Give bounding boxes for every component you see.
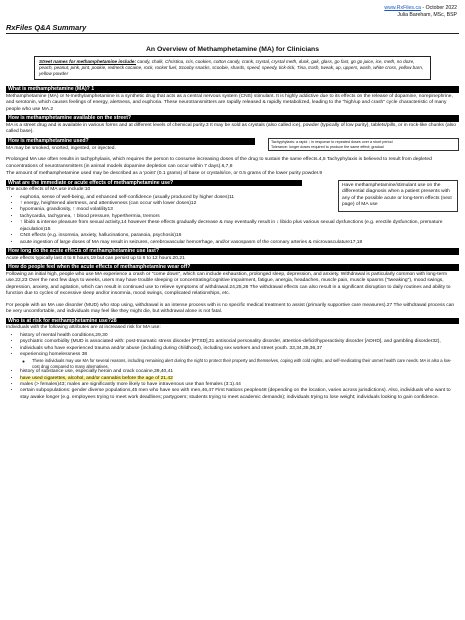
document-page [6,4,459,401]
duration-text: Acute effects typically last 4 to 8 hours,19 but can persist up to 8 to 12 hours.20,21 [6,255,185,261]
wearoff-text-2: For people with an MA use disorder (MUD) who stop using, withdrawal is an intense process with is no specific medical treatment to assist (primarily supportive care measures).27 The withdrawal process can be very uncomfortable, and individuals may feel like they might die, but withdrawal alone is not fatal. [6,302,455,315]
section-heading-what-is: What is methamphetamine (MA)? 1 [6,86,459,93]
list-item: • hypomania, grandiosity, ↑ mood volatility13 [20,207,339,213]
risk-list [6,333,459,401]
effects-list-cont [6,220,459,246]
tachyphylaxis-definition: Tachyphylaxis: a rapid ↓ in response to repeated doses over a short period [271,139,393,144]
header-date: - October 2022 [420,5,457,11]
list-item: • experiencing homelessness 38 ◦ These individuals may use MA for several reasons, including remaining alert during the night to protect their property and themselves, coping with cold nights, and self-medicating their unmet health care needs. MA is also a low-cost drug compared to many alternatives. [20,352,459,369]
list-item: • ↑ energy, heightened alertness, and attentiveness (can occur with lower doses)12 [20,201,339,207]
list-item: • psychiatric comorbidity (MUD is associated with: post-traumatic stress disorder [PTSD],31 antisocial personality disorder, attention-deficit/hyperactivity disorder [ADHD], and gambling disorder32), [20,339,459,345]
header-meta [384,5,457,18]
list-item: • acute ingestion of large doses of MA may result in seizures, cerebrovascular hemorrhage, and/or vasospasm of the coronary arteries & microvasculature17,18 [20,240,459,246]
list-item: • ↑ libido & intense pleasure from sexual activity,14 however these effects gradually decrease & may eventually result in ↓ libido plus various sexual dysfunctions (e.g. erectile dysfunction, premature ejaculation)15 [20,220,459,233]
list-item: • tachycardia, tachypnea, ↑ blood pressure, hyperthermia, tremors [20,214,339,220]
effects-list [6,195,339,221]
tolerance-definition: Tolerance: longer doses required to produce the same effect; gradual [271,144,384,149]
section-heading-effects: What are the immediate or acute effects of methamphetamine use? [6,180,302,187]
effects-intro: The acute effects of MA use include:10 [6,187,91,193]
section-heading-risk: Who is at risk for methamphetamine use?28 [6,318,459,325]
list-item: • individuals who have experienced trauma and/or abuse (including during childhood), including sex workers and street youth. 33,34,35,36,37 [20,346,459,352]
available-text: MA is a street drug and is available in various forms and at different levels of chemical purity.3 It may be sold as crystals (also called ice), powder (typically of low purity), tablets/pills, or in rock-like chunks (also called base). [6,122,456,135]
risk-sublist [20,358,459,369]
street-names-text: candy, chalk, Christina, cris, cookies, cotton candy, crank, crystal, crystal meth, dunk, gak, glass, go fast, go go juice, ice, meth, no doze, peach, peanut, pink, pint, pookie, redneck cocaine, rock, rocket fuel, Scooby snacks, scoobie, shards, speed, speedy, tick-tick, Tina, trash, tweak, up, uppers, wash, white cross, yellow barn, yellow powder [39,59,424,77]
section-heading-available: How is methamphetamine available on the street? [6,115,459,122]
wearoff-text-1: Following an initial high, people who use MA experience a crash or "come down", which can include exhaustion, prolonged sleep, depression, and anxiety. Withdrawal is particularly common with long-term use.22,23 Over the next few days to weeks, users may have trouble sleeping or concentrating/cognitive impairment, fatigue, anergia, headaches, muscle pain, muscle spasms ("tweaking"), mood swings, depression, anxiety, and agitation, which can result in continued use to relieve symptoms of withdrawal.24,25,26 The withdrawal effects can also result in a significant disruption to daily routines and ability to function due to cycles of excessive sleep and/or insomnia, mood swings, complicated relationships, etc. [6,271,451,297]
list-item: ◦ These individuals may use MA for several reasons, including remaining alert during the night to protect their property and themselves, coping with cold nights, and self-medicating their unmet health care needs. MA is also a low-cost drug compared to many alternatives. [32,358,459,369]
section-heading-used: How is methamphetamine used? [6,138,255,145]
used-block [6,138,459,152]
list-item: • history of substance use, especially heroin and crack cocaine,39,40,41 [20,369,459,375]
document-title: An Overview of Methamphetamine (MA) for Clinicians [146,46,319,53]
definitions-box [268,138,459,151]
effects-block [6,180,459,246]
what-is-text: Methamphetamine (MA) or N-methylamphetamine is a synthetic drug that acts as a central nervous system (CNS) stimulant. It is highly addictive due to its effects on the release of dopamine, norepinephrine, and serotonin, which causes feelings of energy, alertness, and euphoria. These neurotransmitters are rapidly released & rapidly metabolized, leading to the "high/up and crash" cycle characteristic of many people who use MA.2 [6,93,453,112]
series-title: RxFiles Q&A Summary [6,23,87,32]
page-header [6,4,459,34]
list-item: • CNS effects (e.g. insomnia, anxiety, hallucinations, paranoia, psychosis)16 [20,233,459,239]
list-item: • certain subpopulations: gender diverse populations,45 men who have sex with men,46,47 First Nations peoples48 (depending on the location, varies across jurisdictions). Also, individuals who want to stay awake longer (e.g. employees trying to meet work deadlines; partygoers; students trying to meet academic demands); individuals trying to lose weight; individuals looking to gain confidence. [20,388,459,401]
section-heading-wearoff: How do people feel when the acute effects of methamphetamine wear off? [6,264,459,271]
highlighted-text: have used cigarettes, alcohol, and/or cannabis before the age of 21.42 [20,375,173,381]
point-text: The amount of methamphetamine used may be described as a 'point' (0.1 grams) of base or crystals/ice, or 0.5 grams of the lower purity powder.9 [6,171,323,177]
site-link[interactable]: www.RxFiles.ca [384,5,421,11]
used-text: MA may be smoked, snorted, ingested, or injected. [6,145,116,151]
differential-callout: Have methamphetamine/stimulant use on the differential diagnosis when a patient presents with any of the possible acute or long-term effects (next page) of MA use [338,180,458,212]
author: Julia Bareham, MSc, BSP [397,11,457,18]
section-heading-duration: How long do the acute effects of methamphetamine use last? [6,248,459,255]
list-item: • history of mental health conditions,29,30 [20,333,459,339]
tachyphylaxis-text: Prolonged MA use often results in tachyphylaxis, which requires the person to consume increasing doses of the drug to sustain the same effects.4,5 Tachyphylaxis is believed to result from depleted concentrations of neurotransmitters (in animal models dopamine depletion can occur within 7 days).6,7,8 [6,157,432,169]
risk-intro: Individuals with the following attributes are at increased risk for MA use: [6,325,161,331]
list-item: • males (> females)43; males are significantly more likely to have intravenous use than females (3:1).44 [20,382,459,388]
header-rule [6,33,459,34]
street-names-box [34,56,431,80]
list-item: • euphoria, sense of well-being, and enhanced self-confidence (usually produced by higher doses)11 [20,195,339,201]
street-names-label: Street names for methamphetamine include: [39,59,137,64]
